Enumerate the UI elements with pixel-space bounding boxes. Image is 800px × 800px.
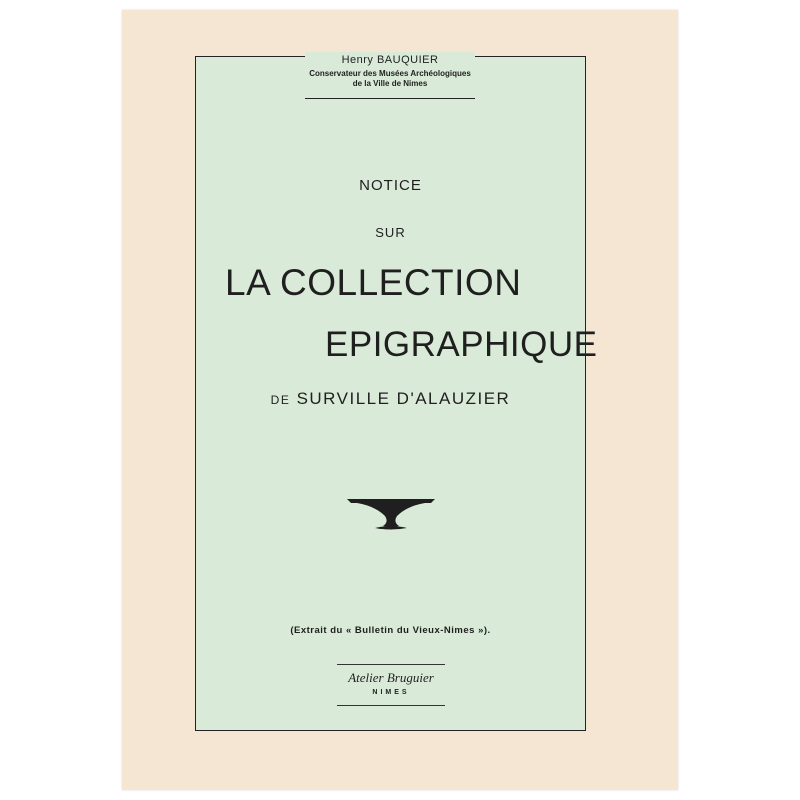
author-rule bbox=[305, 98, 475, 99]
subtitle-prefix: DE bbox=[270, 393, 291, 407]
ornament-icon bbox=[345, 494, 437, 534]
title-line-1: LA COLLECTION bbox=[225, 262, 522, 303]
notice-label: NOTICE bbox=[359, 177, 422, 194]
extract-note: (Extrait du « Bulletin du Vieux-Nimes »). bbox=[290, 625, 491, 636]
author-role-line2: de la Ville de Nimes bbox=[352, 79, 428, 88]
imprint-atelier: Atelier Bruguier bbox=[348, 670, 434, 685]
author-role-line1: Conservateur des Musées Archéologiques bbox=[309, 69, 471, 78]
subtitle-name: SURVILLE D'ALAUZIER bbox=[296, 389, 511, 408]
sur-label: SUR bbox=[375, 225, 406, 240]
author-name: Henry BAUQUIER bbox=[341, 54, 439, 66]
printer-imprint bbox=[337, 664, 445, 706]
author-role bbox=[305, 69, 475, 89]
imprint-city: NIMES bbox=[372, 689, 410, 696]
subtitle bbox=[0, 389, 781, 409]
title-line-2: EPIGRAPHIQUE bbox=[325, 325, 598, 364]
author-block bbox=[305, 52, 475, 99]
